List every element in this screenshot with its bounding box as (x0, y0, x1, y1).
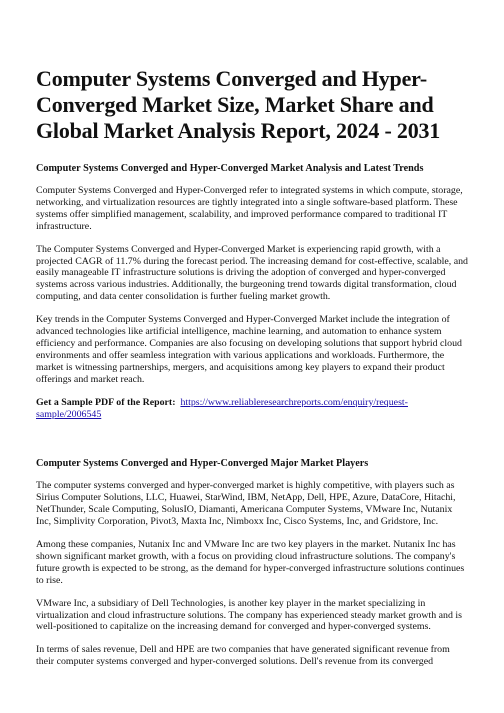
section-spacer (36, 431, 468, 457)
section-heading-analysis: Computer Systems Converged and Hyper-Converged Market Analysis and Latest Trends (36, 163, 424, 174)
paragraph-players: The computer systems converged and hyper-converged market is highly competitive, with players such as Sirius Computer Solutions, LLC, Huawei, StarWind, IBM, NetApp, Dell, HPE, Azure, DataCore, Hitachi, NetThunder, Scale Computing, SolusIO, Diamanti, Americana Computer Systems, VMware Inc, Nutanix Inc, Simplivity Corporation, Pivot3, Maxta Inc, Nimboxx Inc, Cisco Systems, Inc, and Gridstore, Inc. (36, 480, 456, 528)
section-heading-players: Computer Systems Converged and Hyper-Converged Major Market Players (36, 458, 369, 470)
paragraph-definition: Computer Systems Converged and Hyper-Converged refer to integrated systems in which compute, storage, networking, and virtualization resources are tightly integrated into a single software-based platform. These systems offer simplified management, scalability, and improved performance compared to traditional IT infrastructure. (36, 185, 463, 232)
paragraph-nutanix-vmware: Among these companies, Nutanix Inc and VMware Inc are two key players in the market. Nutanix Inc has shown significant market growth, with a focus on providing cloud infrastructure solutions. The company's future growth is expected to be strong, as the demand for hyper-converged infrastructure solutions continues to rise. (36, 539, 465, 586)
paragraph-vmware: VMware Inc, a subsidiary of Dell Technologies, is another key player in the market specializing in virtualization and cloud infrastructure solutions. The company has experienced steady market growth and is well-positioned to capitalize on the increasing demand for converged and hyper-converged systems. (36, 597, 462, 633)
sample-pdf-label: Get a Sample PDF of the Report: (36, 396, 176, 408)
sample-pdf-line (36, 397, 468, 421)
sample-pdf-link[interactable]: https://www.reliableresearchreports.com/enquiry/request-sample/2006545 (36, 396, 408, 420)
paragraph-growth: The Computer Systems Converged and Hyper-Converged Market is experiencing rapid growth, with a projected CAGR of 11.7% during the forecast period. The increasing demand for cost-effective, scalable, and easily manageable IT infrastructure solutions is driving the adoption of converged and hyper-converged systems across various industries. Additionally, the burgeoning trend towards digital transformation, cloud computing, and data center consolidation is further fueling market growth. (36, 243, 468, 303)
paragraph-revenue: In terms of sales revenue, Dell and HPE are two companies that have generated significant revenue from their computer systems converged and hyper-converged solutions. Dell's revenue from its converged (36, 644, 450, 668)
document-title: Computer Systems Converged and Hyper-Converged Market Size, Market Share and Global Market Analysis Report, 2024 - 2031 (36, 66, 441, 143)
paragraph-trends: Key trends in the Computer Systems Converged and Hyper-Converged Market include the integration of advanced technologies like artificial intelligence, machine learning, and automation to enhance system efficiency and performance. Companies are also focusing on developing solutions that support hybrid cloud environments and offer seamless integration with various applications and workloads. Furthermore, the market is witnessing partnerships, mergers, and acquisitions among key players to expand their product offerings and market reach. (36, 314, 462, 385)
